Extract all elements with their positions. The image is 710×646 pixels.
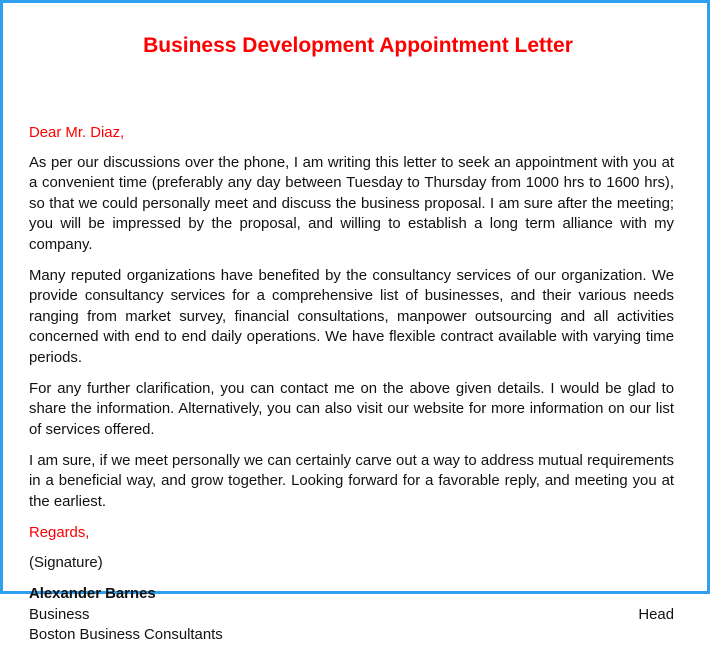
- greeting: Dear Mr. Diaz,: [29, 125, 125, 141]
- paragraph-4: I am sure, if we meet personally we can certainly carve out a way to address mutual requirements in a beneficial way, and grow together. Looking forward for a favorable reply, and meeting you at the earliest.: [29, 452, 674, 510]
- letter-body: [29, 123, 674, 646]
- signature-placeholder: (Signature): [29, 554, 103, 571]
- sender-role-right: Head: [638, 606, 674, 623]
- sender-role-left: Business: [29, 606, 90, 623]
- sender-company: Boston Business Consultants: [29, 627, 223, 643]
- letter-title: Business Development Appointment Letter: [143, 34, 573, 57]
- sender-name: Alexander Barnes: [29, 586, 156, 602]
- paragraph-3: For any further clarification, you can contact me on the above given details. I would be glad to share the information. Alternatively, you can also visit our website for more information on our list of services offered.: [29, 380, 674, 438]
- closing: Regards,: [29, 524, 90, 541]
- sender-role: [29, 605, 674, 626]
- paragraph-1: As per our discussions over the phone, I am writing this letter to seek an appointment with you at a convenient time (preferably any day between Tuesday to Thursday from 1000 hrs to 1600 hrs), so that we could personally meet and discuss the business proposal. I am sure after the meeting; you will be impressed by the proposal, and willing to establish a long term alliance with my company.: [29, 154, 674, 253]
- paragraph-2: Many reputed organizations have benefited by the consultancy services of our organization. We provide consultancy services for a comprehensive list of businesses, and their various needs ranging from market survey, financial consultations, manpower outsourcing and all activities concerned with end to end daily operations. We have flexible contract available with varying time periods.: [29, 267, 674, 366]
